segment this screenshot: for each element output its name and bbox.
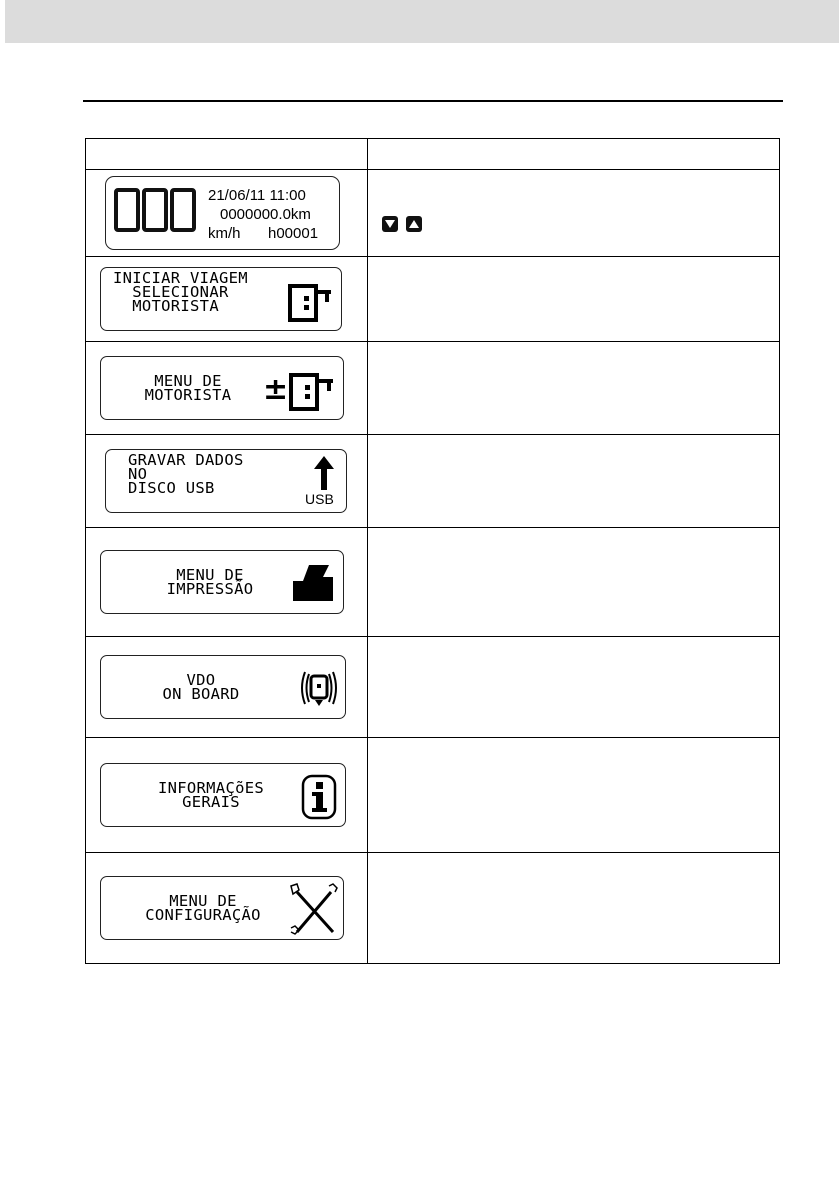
- arrow-buttons: [382, 216, 422, 232]
- table-header-row: [86, 139, 780, 170]
- lcd-start-trip: [100, 267, 342, 331]
- display-cell: [86, 257, 368, 342]
- table-row: [86, 738, 780, 853]
- main-lcd-display: [105, 176, 340, 250]
- header-band: [5, 0, 839, 43]
- lcd-print-menu: [100, 550, 344, 614]
- usb-upload-icon: [312, 456, 336, 490]
- display-cell: [86, 170, 368, 257]
- description-cell: [368, 853, 780, 964]
- up-arrow-icon: [409, 220, 419, 228]
- lcd-text: MENU DE CONFIGURAÇÃO: [145, 892, 261, 924]
- display-cell: [86, 528, 368, 637]
- header-rule: [83, 100, 783, 102]
- display-cell: [86, 435, 368, 528]
- lcd-vdo-onboard: [100, 655, 346, 719]
- usb-label: USB: [305, 491, 334, 507]
- lcd-text: INFORMAÇõES GERAIS: [158, 779, 264, 811]
- display-cell: [86, 853, 368, 964]
- table-row: [86, 528, 780, 637]
- description-cell: [368, 435, 780, 528]
- plus-minus-driver-card-icon: [261, 367, 337, 413]
- lcd-config-menu: [100, 876, 344, 940]
- description-cell: [368, 257, 780, 342]
- speed-digit: [114, 188, 140, 232]
- vdo-onboard-icon: [297, 666, 341, 710]
- info-icon: [301, 774, 339, 820]
- lcd-general-info: [100, 763, 346, 827]
- date-time: 21/06/11 11:00: [208, 187, 306, 204]
- description-cell: [368, 170, 780, 257]
- lcd-usb: [105, 449, 347, 513]
- svg-text:±: ±: [263, 372, 289, 407]
- table-row: [86, 853, 780, 964]
- lcd-text: GRAVAR DADOS NO DISCO USB: [128, 451, 244, 497]
- table-row: [86, 342, 780, 435]
- lcd-text: MENU DE MOTORISTA: [144, 372, 232, 404]
- lcd-text: MENU DE IMPRESSÃO: [166, 566, 254, 598]
- menu-table: [85, 138, 780, 964]
- speed-unit: km/h: [208, 225, 241, 242]
- wrench-cross-icon: [287, 882, 341, 936]
- table-header-cell: [86, 139, 368, 170]
- odometer: 0000000.0km: [220, 206, 311, 223]
- speed-digit: [142, 188, 168, 232]
- printer-icon: [289, 563, 335, 603]
- down-arrow-icon: [385, 220, 395, 228]
- description-cell: [368, 637, 780, 738]
- speed-digit: [170, 188, 196, 232]
- lcd-driver-menu: [100, 356, 344, 420]
- table-row: [86, 170, 780, 257]
- description-cell: [368, 528, 780, 637]
- table-row: [86, 257, 780, 342]
- counter: h00001: [268, 225, 319, 242]
- display-cell: [86, 342, 368, 435]
- table-header-cell: [368, 139, 780, 170]
- driver-card-icon: [287, 278, 333, 324]
- description-cell: [368, 738, 780, 853]
- description-cell: [368, 342, 780, 435]
- table-row: [86, 435, 780, 528]
- table-row: [86, 637, 780, 738]
- up-arrow-button[interactable]: [406, 216, 422, 232]
- display-cell: [86, 637, 368, 738]
- lcd-text: INICIAR VIAGEM SELECIONAR MOTORISTA: [113, 269, 248, 315]
- lcd-text: VDO ON BOARD: [162, 671, 240, 703]
- down-arrow-button[interactable]: [382, 216, 398, 232]
- display-cell: [86, 738, 368, 853]
- speed-digits: [114, 188, 196, 232]
